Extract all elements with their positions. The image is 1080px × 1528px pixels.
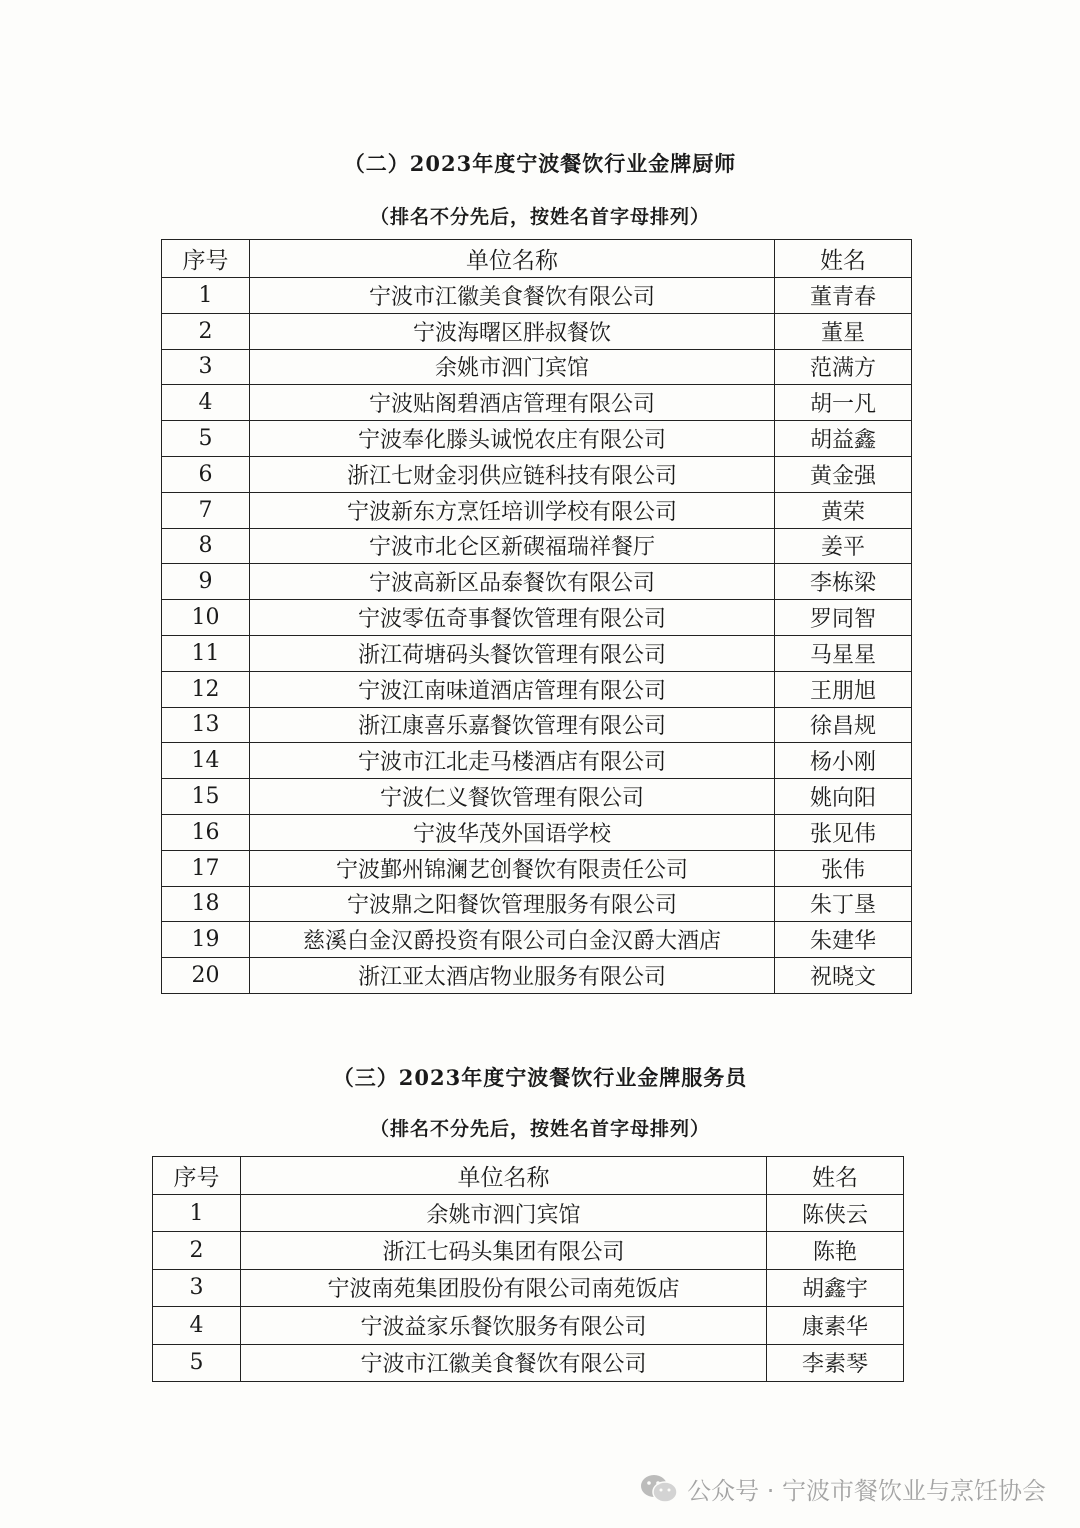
table-row (162, 707, 912, 743)
table-row (162, 600, 912, 636)
row-company: 宁波鄞州锦澜艺创餐饮有限责任公司 (250, 850, 775, 886)
row-index: 10 (162, 600, 250, 636)
section-title-chefs: （二）2023年度宁波餐饮行业金牌厨师 (343, 151, 737, 176)
table-row (162, 421, 912, 457)
servers-table (152, 1156, 904, 1382)
row-name: 李素琴 (767, 1344, 904, 1381)
chefs-table (161, 239, 912, 994)
table-row (153, 1344, 904, 1381)
row-name: 康素华 (767, 1307, 904, 1344)
row-index: 11 (162, 635, 250, 671)
row-company: 宁波奉化滕头诚悦农庄有限公司 (250, 421, 775, 457)
table-row (162, 349, 912, 385)
row-name: 姚向阳 (775, 779, 912, 815)
row-name: 陈侠云 (767, 1195, 904, 1232)
table-row (153, 1195, 904, 1232)
row-company: 宁波市江徽美食餐饮有限公司 (250, 278, 775, 314)
row-index: 18 (162, 886, 250, 922)
wechat-icon (639, 1473, 679, 1505)
row-name: 徐昌规 (775, 707, 912, 743)
section-note-servers: （排名不分先后，按姓名首字母排列） (369, 1118, 710, 1140)
row-index: 2 (162, 313, 250, 349)
row-company: 宁波华茂外国语学校 (250, 814, 775, 850)
table-row (153, 1307, 904, 1344)
row-company: 宁波零伍奇事餐饮管理有限公司 (250, 600, 775, 636)
row-index: 16 (162, 814, 250, 850)
row-index: 12 (162, 671, 250, 707)
row-index: 17 (162, 850, 250, 886)
table-row (162, 456, 912, 492)
row-company: 余姚市泗门宾馆 (250, 349, 775, 385)
header-company: 单位名称 (241, 1157, 767, 1195)
table-row (162, 922, 912, 958)
table-row (162, 528, 912, 564)
table-row (162, 564, 912, 600)
table-row (162, 850, 912, 886)
table-row (153, 1269, 904, 1306)
row-company: 宁波贴阁碧酒店管理有限公司 (250, 385, 775, 421)
header-index: 序号 (153, 1157, 241, 1195)
table-row (162, 313, 912, 349)
row-index: 1 (153, 1195, 241, 1232)
row-name: 祝晓文 (775, 958, 912, 994)
row-name: 杨小刚 (775, 743, 912, 779)
row-index: 14 (162, 743, 250, 779)
row-index: 19 (162, 922, 250, 958)
row-index: 8 (162, 528, 250, 564)
row-company: 余姚市泗门宾馆 (241, 1195, 767, 1232)
row-index: 4 (162, 385, 250, 421)
row-index: 9 (162, 564, 250, 600)
row-name: 陈艳 (767, 1232, 904, 1269)
table-row (162, 779, 912, 815)
table-row (162, 635, 912, 671)
row-name: 黄金强 (775, 456, 912, 492)
table-row (162, 958, 912, 994)
row-index: 3 (153, 1269, 241, 1306)
row-company: 宁波鼎之阳餐饮管理服务有限公司 (250, 886, 775, 922)
row-company: 宁波市江北走马楼酒店有限公司 (250, 743, 775, 779)
row-name: 王朋旭 (775, 671, 912, 707)
row-index: 4 (153, 1307, 241, 1344)
row-index: 5 (153, 1344, 241, 1381)
table-row (162, 743, 912, 779)
row-company: 宁波江南味道酒店管理有限公司 (250, 671, 775, 707)
watermark-text: 公众号 · 宁波市餐饮业与烹饪协会 (687, 1477, 1046, 1505)
row-company: 宁波海曙区胖叔餐饮 (250, 313, 775, 349)
table-row (162, 814, 912, 850)
row-index: 13 (162, 707, 250, 743)
row-index: 6 (162, 456, 250, 492)
row-name: 董星 (775, 313, 912, 349)
header-index: 序号 (162, 240, 250, 278)
row-company: 宁波市江徽美食餐饮有限公司 (241, 1344, 767, 1381)
row-company: 宁波南苑集团股份有限公司南苑饭店 (241, 1269, 767, 1306)
table-row (162, 278, 912, 314)
row-name: 范满方 (775, 349, 912, 385)
table-row (162, 886, 912, 922)
header-name: 姓名 (767, 1157, 904, 1195)
row-index: 3 (162, 349, 250, 385)
row-index: 20 (162, 958, 250, 994)
row-name: 黄荣 (775, 492, 912, 528)
header-name: 姓名 (775, 240, 912, 278)
row-name: 张见伟 (775, 814, 912, 850)
row-company: 宁波仁义餐饮管理有限公司 (250, 779, 775, 815)
row-index: 1 (162, 278, 250, 314)
row-company: 浙江亚太酒店物业服务有限公司 (250, 958, 775, 994)
row-index: 15 (162, 779, 250, 815)
row-name: 董青春 (775, 278, 912, 314)
table-row (153, 1232, 904, 1269)
row-name: 朱建华 (775, 922, 912, 958)
section-title-servers: （三）2023年度宁波餐饮行业金牌服务员 (332, 1065, 748, 1090)
table-row (162, 671, 912, 707)
row-company: 慈溪白金汉爵投资有限公司白金汉爵大酒店 (250, 922, 775, 958)
row-name: 胡一凡 (775, 385, 912, 421)
section-note-chefs: （排名不分先后，按姓名首字母排列） (369, 206, 710, 228)
row-name: 马星星 (775, 635, 912, 671)
row-name: 姜平 (775, 528, 912, 564)
table-header-row (153, 1157, 904, 1195)
table-header-row (162, 240, 912, 278)
row-name: 李栋梁 (775, 564, 912, 600)
row-index: 5 (162, 421, 250, 457)
row-company: 宁波新东方烹饪培训学校有限公司 (250, 492, 775, 528)
row-company: 宁波益家乐餐饮服务有限公司 (241, 1307, 767, 1344)
row-company: 浙江荷塘码头餐饮管理有限公司 (250, 635, 775, 671)
table-row (162, 385, 912, 421)
row-company: 浙江七码头集团有限公司 (241, 1232, 767, 1269)
watermark (639, 1471, 1046, 1506)
table-row (162, 492, 912, 528)
header-company: 单位名称 (250, 240, 775, 278)
row-company: 浙江康喜乐嘉餐饮管理有限公司 (250, 707, 775, 743)
row-name: 胡鑫宇 (767, 1269, 904, 1306)
row-company: 宁波高新区品泰餐饮有限公司 (250, 564, 775, 600)
row-index: 7 (162, 492, 250, 528)
row-name: 朱丁垦 (775, 886, 912, 922)
row-name: 张伟 (775, 850, 912, 886)
row-company: 宁波市北仑区新碶福瑞祥餐厅 (250, 528, 775, 564)
row-index: 2 (153, 1232, 241, 1269)
row-company: 浙江七财金羽供应链科技有限公司 (250, 456, 775, 492)
row-name: 罗同智 (775, 600, 912, 636)
row-name: 胡益鑫 (775, 421, 912, 457)
